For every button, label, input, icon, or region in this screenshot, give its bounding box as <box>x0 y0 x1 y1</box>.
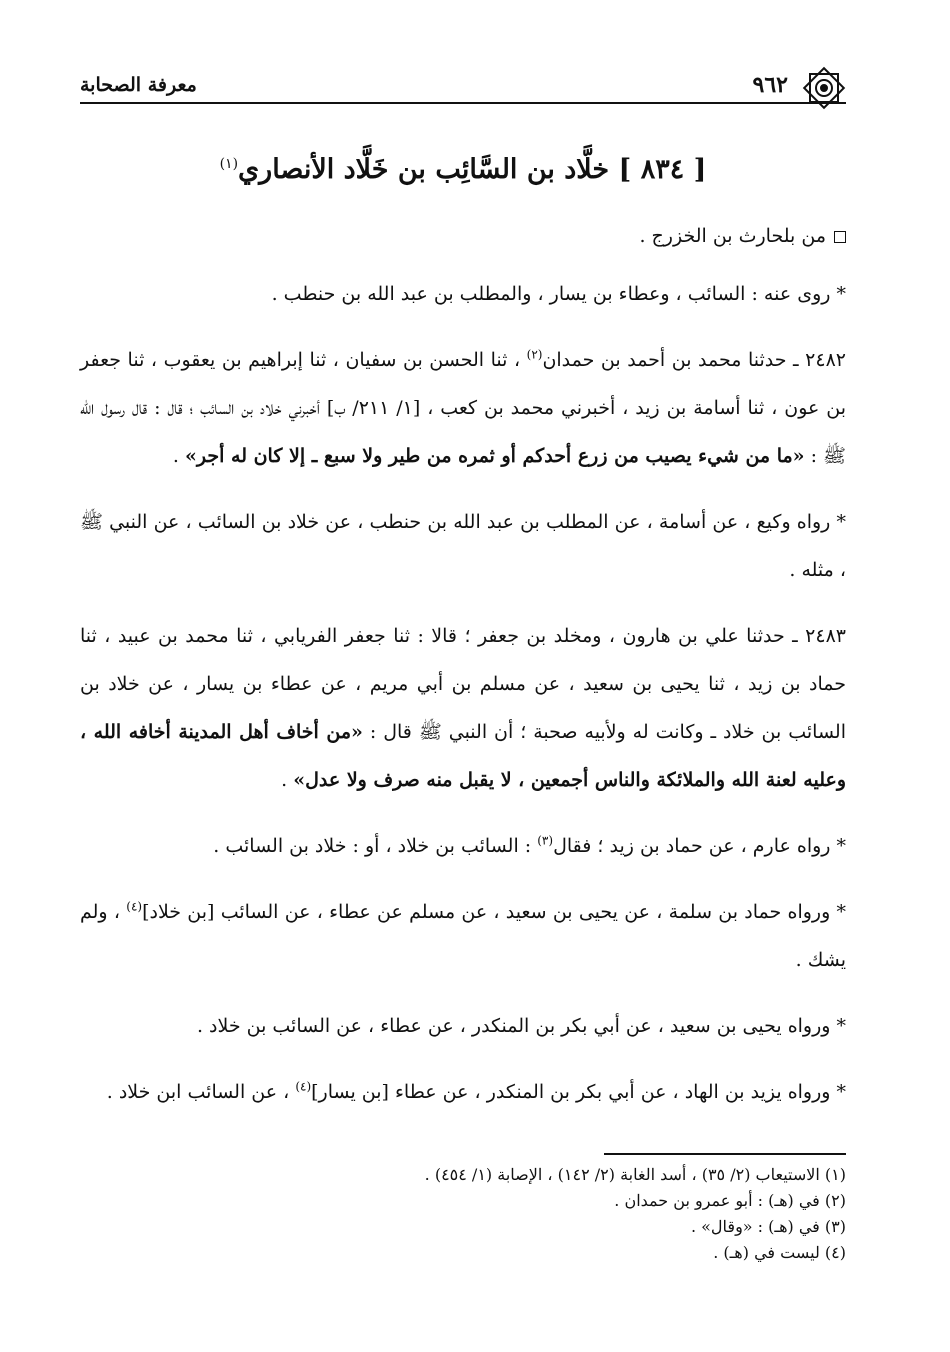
yazid-paragraph: * ورواه يزيد بن الهاد ، عن أبي بكر بن المنكدر ، عن عطاء [بن يسار]$^{(٤)}$ ، عن السائب ابن خلاد . <box>106 1079 846 1103</box>
footnote-4: (٤) ليست في (هـ) . <box>713 1243 846 1262</box>
footnote-3: (٣) في (هـ) : «وقال» . <box>690 1217 846 1236</box>
yahya-paragraph: * ورواه يحيى بن سعيد ، عن أبي بكر بن المنكدر ، عن عطاء ، عن السائب بن خلاد . <box>196 1015 846 1037</box>
document-body <box>80 212 846 1134</box>
entry-number: [ ٨٣٤ ] <box>618 154 707 185</box>
hadith-2482: ٢٤٨٢ ـ حدثنا محمد بن أحمد بن حمدان$^{(٢)}$ ، ثنا الحسن بن سفيان ، ثنا إبراهيم بن يعقوب ، ثنا جعفر بن عون ، ثنا أسامة بن زيد ، أخبرني محمد بن كعب ، [١/ ٢١١/ ب] أخبرني خلاد بن السائب ؛ قال : قال رسول الله ﷺ : «ما من شيء يصيب من زرع أحدكم أو ثمره من طير ولا سبع ـ إلا كان له أجر» . <box>80 347 846 467</box>
footnote-ref: (٤) <box>126 899 143 914</box>
entry-name: خلَّاد بن السَّائِب بن خَلَّاد الأنصاري <box>238 154 610 185</box>
footnote-ref: (١) <box>219 156 239 172</box>
arim-paragraph: * رواه عارم ، عن حماد بن زيد ؛ فقال$^{(٣)}$ : السائب بن خلاد ، أو : خلاد بن السائب . <box>213 833 846 857</box>
footnotes <box>80 1162 846 1266</box>
waki-paragraph: * رواه وكيع ، عن أسامة ، عن المطلب بن عبد الله بن حنطب ، عن خلاد بن السائب ، عن النبي ﷺ ، مثله . <box>80 511 846 581</box>
footnote-ref: (٤) <box>295 1079 312 1094</box>
footnote-separator <box>604 1153 846 1155</box>
footnote-ref: (٢) <box>526 347 543 362</box>
hadith-2483: ٢٤٨٣ ـ حدثنا علي بن هارون ، ومخلد بن جعفر ؛ قالا : ثنا جعفر الفريابي ، ثنا محمد بن عبيد ، ثنا حماد بن زيد ، ثنا يحيى بن سعيد ، عن مسلم بن أبي مريم ، عن عطاء بن يسار ، عن خلاد بن السائب بن خلاد ـ وكانت له ولأبيه صحبة ؛ أن النبي ﷺ قال : «من أخاف أهل المدينة أخافه الله ، وعليه لعنة الله والملائكة والناس أجمعين ، لا يقبل منه صرف ولا عدل» . <box>80 625 846 791</box>
running-title: معرفة الصحابة <box>80 74 197 96</box>
footnote-ref: (٣) <box>537 833 554 848</box>
hadith-quote: «ما من شيء يصيب من زرع أحدكم أو ثمره من طير ولا سبع ـ إلا كان له أجر» <box>185 445 805 467</box>
octagram-ornament-icon <box>800 64 848 112</box>
page-number: ٩٦٢ <box>752 72 788 98</box>
hadith-quote: «من أخاف أهل المدينة أخافه الله ، وعليه لعنة الله والملائكة والناس أجمعين ، لا يقبل منه صرف ولا عدل» <box>80 721 846 791</box>
narrators-paragraph: * روى عنه : السائب ، وعطاء بن يسار ، والمطلب بن عبد الله بن حنطب . <box>271 283 846 305</box>
footnote-2: (٢) في (هـ) : أبو عمرو بن حمدان . <box>614 1191 846 1210</box>
lineage-line: من بلحارث بن الخزرج . <box>80 212 846 260</box>
entry-title <box>80 144 846 190</box>
square-bullet-icon <box>834 231 846 243</box>
header-rule <box>80 102 846 104</box>
footnote-1: (١) الاستيعاب (٢/ ٣٥) ، أسد الغابة (٢/ ١٤٢) ، الإصابة (١/ ٤٥٤) . <box>424 1165 846 1184</box>
page-header <box>80 70 846 104</box>
hammad-paragraph: * ورواه حماد بن سلمة ، عن يحيى بن سعيد ، عن مسلم عن عطاء ، عن السائب [بن خلاد]$^{(٤)}$ ، ولم يشك . <box>80 899 847 971</box>
